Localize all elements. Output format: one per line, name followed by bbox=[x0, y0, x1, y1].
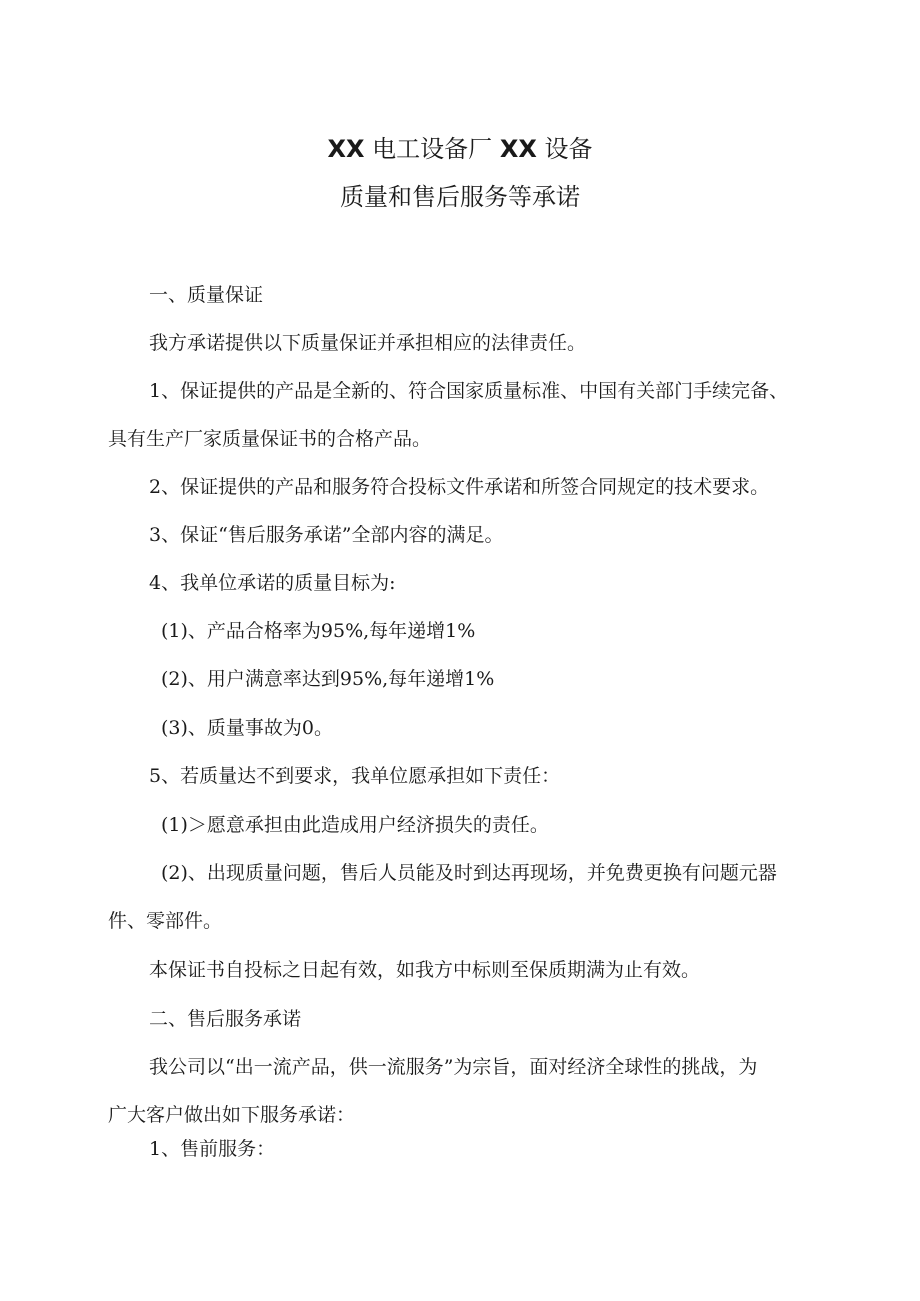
section-heading-service: 二、售后服务承诺 bbox=[149, 1008, 302, 1030]
list-item: (3)、质量事故为0。 bbox=[161, 717, 334, 739]
paragraph-line: 1、售前服务： bbox=[149, 1138, 276, 1160]
paragraph-line: 本保证书自投标之日起有效，如我方中标则至保质期满为止有效。 bbox=[149, 959, 701, 981]
paragraph-line: 我公司以“出一流产品，供一流服务”为宗旨，面对经济全球性的挑战，为 bbox=[149, 1056, 758, 1078]
title-equipment: 设备 bbox=[544, 135, 593, 163]
paragraph-line: 5、若质量达不到要求，我单位愿承担如下责任： bbox=[149, 765, 561, 787]
list-item: (2)、出现质量问题，售后人员能及时到达再现场，并免费更换有问题元器 bbox=[161, 862, 777, 884]
section-heading-quality: 一、质量保证 bbox=[149, 284, 264, 306]
list-item: (1)＞愿意承担由此造成用户经济损失的责任。 bbox=[161, 814, 549, 836]
paragraph-line: 4、我单位承诺的质量目标为: bbox=[149, 572, 396, 594]
list-item: (1)、产品合格率为95%,每年递增1% bbox=[161, 620, 476, 642]
paragraph-line: 2、保证提供的产品和服务符合投标文件承诺和所签合同规定的技术要求。 bbox=[149, 476, 770, 498]
paragraph-line: 我方承诺提供以下质量保证并承担相应的法律责任。 bbox=[149, 332, 587, 354]
title-xx-2: XX bbox=[499, 135, 537, 163]
title-factory: 电工设备厂 bbox=[372, 135, 493, 163]
paragraph-line: 3、保证“售后服务承诺”全部内容的满足。 bbox=[149, 524, 504, 546]
paragraph-line: 件、零部件。 bbox=[108, 910, 223, 932]
paragraph-line: 1、保证提供的产品是全新的、符合国家质量标准、中国有关部门手续完备、 bbox=[149, 380, 789, 402]
title-xx-1: XX bbox=[327, 135, 365, 163]
paragraph-line: 具有生产厂家质量保证书的合格产品。 bbox=[108, 428, 432, 450]
document-title-line1 bbox=[0, 134, 920, 164]
document-title-line2: 质量和售后服务等承诺 bbox=[340, 183, 580, 211]
paragraph-line: 广大客户做出如下服务承诺： bbox=[108, 1104, 356, 1126]
list-item: (2)、用户满意率达到95%,每年递增1% bbox=[161, 668, 495, 690]
